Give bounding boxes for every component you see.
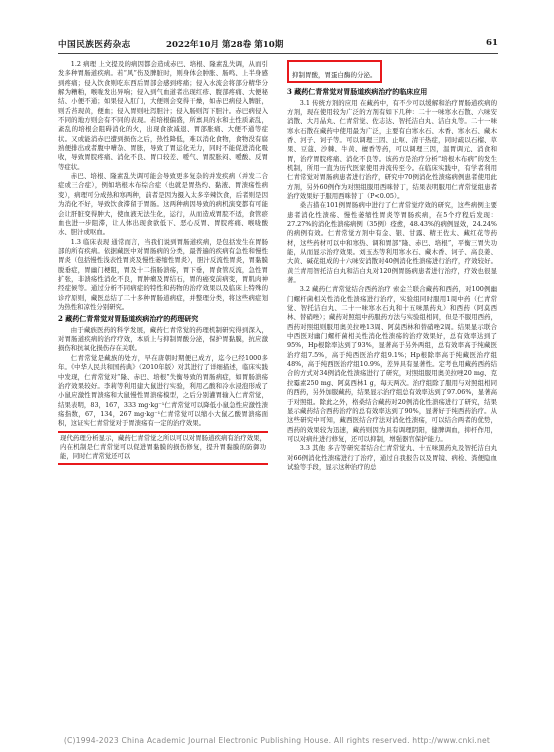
right-column — [287, 60, 497, 730]
page-number: 61 — [486, 38, 498, 48]
body-paragraph: 1.2 病理 上文提及的病因都会造成赤巴、培根、隆素乱失调，从而引发多种胃肠道疾病。若“风”伤及脾脏时，则身体会肿胀、肠鸣、上半身感到疼痛；侵入饮食则吃东西后胃部会感到疼痛；侵入水流会将部分精华分解为糟粕，喉咙发出异响；侵入到气血道者出现红疹、腹部疼痛、大便秘结、小便不通；如果侵入肛门，大便则会变得干燥，如赤巴病侵入脾脏，则舌苔现黄，便血；侵入胃则吐泻胆汁；侵入肠则泻下胆汁。赤巴病侵入不同的地方则会有不同的表现。若培根偏盛，所禀具的水和土性质紊乱，紊乱的培根会阻碍消化的火，出现食欲减退、胃部胀痛、大便不通等症状。又或能消赤巴遭到损伤之后，热性降低，难以消化食物，食物没有腐熟便排出或者腹中嘈杂、胃胀，导致了胃运化无力，同时不能促进消化吸收，导致胃脘疼痛、消化不良、胃口较差、嗳气、胃脘胀闷、嗳酸、反胃等症状。 — [58, 60, 268, 171]
body-paragraph: 3.2 藏药仁青常觉结合西药治疗 索金兰联合藏药和西药，对100例幽门螺杆菌相关性消化性溃疡进行治疗，实验组同时服用1周中药（仁青常觉、智托洁白丸、二十一味寒水石丸和十五味黑药丸）和西药（阿莫西林、替硝唑）；藏药对照组中药服药方法与实验组相同，但是不服用西药，西药对照组则服用奥美拉唑13周、阿莫西林和替硝唑2周。结果显示联合中西医对幽门螺杆菌相关性消化性溃疡的治疗效果好，总有效率达到了95%，Hp根除率达到了93%，显著高于另外两组，总有效率高于纯藏医治疗组7.5%，高于纯西医治疗组9.1%；Hp根除率高于纯藏医治疗组48%，高于纯西医治疗组10.9%，差异具有显著性。定考也用藏药西药结合的方式对34例消化性溃疡进行了研究，对照组服用奥美拉唑20 mg、克拉霉素250 mg、阿莫西林1 g，每天两次。治疗组除了服用与对照组相同的西药，另外加服藏药，结果显示治疗组总有效率达到了97.06%，显著高于对照组。除此之外，格桑结合藏药对20例消化性溃疡进行了研究，结果显示藏药结合西药治疗的总有效率达到了90%，显著好于纯西药治疗。从这些研究中可知，藏西医结合疗法对消化性溃疡，可以结合两者的优势，西药的效果较为迅速，藏药则因为具有调理阴阳，健脾调血，抑杆作用，可以对病灶进行修复，还可以抑制，增强器官保护能力。 — [287, 285, 497, 443]
highlighted-passage — [58, 431, 268, 465]
highlighted-text: 抑制胃酸，胃蛋白酶的分泌。 — [292, 71, 377, 79]
journal-name: 中国民族医药杂志 — [58, 40, 131, 50]
left-column — [58, 60, 268, 730]
running-header — [58, 38, 498, 52]
body-paragraph: 由于藏族医药的科学发展，藏药仁青常觉的药理机制研究得到深入，对胃肠道疾病的治疗疗效，本质上与抑制胃酸分泌，保护胃黏膜，抗应激损伤和抗氧化损伤存在关联。 — [58, 325, 268, 353]
body-paragraph: 桑吉措在101例胃肠病中进行了仁青常觉疗效的研究，这些病例主要患者消化性溃疡、慢性萎缩性胃炎等胃肠疾病，在5个疗程后发现：27.27%的消化性溃疡病例（35例）痊愈，48.43%的病例显效，24.24%的病例有效。仁青常觉方剂中有金、银、甘露、精王佐太、藏红花等药材，这些药材可以中和寒热、调和胃部“隆、赤巴、培根”，平衡三胃失功能，从而显示治疗效果。刘玉杰等利用寒水石、藏木香、诃子、高良姜、大黄、碱花组成的十六味安消散对40例消化性溃疡进行治疗，疗效较好。黄兰青用智托洁白丸和洁白丸对120例胃肠病患者进行治疗，疗效也很显著。 — [287, 201, 497, 285]
body-paragraph: 赤巴、培根、隆素乱失调可能会导致更多复杂的并发疾病（并发二合症或三合症），例如培根木布综合症（也就是胃热灼、黏液、胃溃疡性病变），病理可分成热和寒两种，前者是因为摄入太多辛辣饮食，后者则是因为消化不好，导致饮食滞留于胃肠。这两种病因导致的病机演变都有可能会让肝脏变得肿大，使血液无法生化，运行，从而造成胃脘不适，食管瘀血也进一步阻滞，让人体出现食欲低下、恶心反胃、胃脘疼痛、喉咙酸水、胆汁或呕血。 — [58, 172, 268, 237]
highlighted-text: 现代药理分析显示，藏药仁青常觉之所以可以对胃肠道疾病有治疗效果，内在机制是仁青常觉可以促进胃黏膜的损伤修复，提升胃黏膜的防御功能，同时仁青常觉还可以 — [60, 433, 266, 461]
body-paragraph: 1.3 临床表现 通常而言，当我们说到胃肠道疾病，是包括发生在胃肠部的所有疾病。依据藏医中对胃肠病的分类，最普遍的疾病有急性和慢性胃炎（包括慢性浅表性胃炎及慢性萎缩性胃炎），胆汁反流性胃炎，胃黏膜脱垂症，胃幽门梗阻，胃及十二指肠溃疡，胃下垂，胃食管反流，急性胃扩张，非溃疡性消化不良，胃肿瘤及胃结石，胃的癌变前病变，胃肌肉神经症候等。通过分析不同病症的特性和药物的治疗效果以及临床上特殊的诊疗原则，藏医总结了二十多种胃肠道病症，并整理分类，将这些病症划为热性和凉性分别研究。 — [58, 237, 268, 311]
highlighted-passage-continued — [287, 60, 382, 83]
body-paragraph: 3.1 传统方剂的应用 在藏药中，有不少可以缓解和治疗胃肠道疾病的方剂，现在使用较为广泛的方剂有如下几种：二十一味寒水石散、六味安消散、大月晶丸、仁青常觉、佐志达、智托洁白丸、洁白丸等。二十一味寒水石散在藏药中使用最为广泛，主要有白寒水石、木香、寒水石、藏木香、河子、诃子等。可以调理三因、止呕、清干热症，同时疏以石榴、草果、豆蔻、沙棘、牛黄、檀香等药，可以调理三因，温胃调元、消食和胃，治疗胃脘疼痛、消化不良等。该药方是治疗分析“培根木布病”的发生机制，所用一直为历代医家使用并流传至今。在临床实践中，有学者利用仁青常觉对胃肠病患者进行治疗，研究中70例消化性溃疡病例患者使用此方剂，另外60例作为对照组服用西咪替丁，结果表明服用仁青常觉组患者治疗效果好于服用西咪替丁（P<0.05）。 — [287, 98, 497, 200]
body-paragraph: 仁青常觉是藏族的处方，早在唐朝时期便已成方，迄今已经1000多年。《中华人民共和国药典》（2010年版）对其进行了详细描述，临床实践中发现，仁青常觉对“隆、赤巴、培根”失衡导致的胃肠病症，如胃肠溃疡治疗效果较好。李莉等利用建大鼠进行实验，利用乙酸和冷水浸泡形成了小鼠应激性胃溃疡和大鼠慢性胃溃疡模型，之后分别灌胃输入仁青常觉，结果表明，83，167，333 mg·kg⁻¹仁青常觉可以降低小鼠急性应激性溃疡指数，67，134，267 mg·kg⁻¹仁青常觉可以缩小大鼠乙酸胃溃疡面积，这证实仁青常觉对于胃溃疡有一定的治疗效果。 — [58, 353, 268, 428]
section-heading: 3 藏药仁青常觉对胃肠道疾病治疗的临床应用 — [287, 87, 428, 96]
copyright-footer: (C)1994-2023 China Academic Journal Electronic Publishing House. All rights reserved. http://www.cnki.net — [63, 736, 491, 745]
issue-info: 2022年10月 第28卷 第10期 — [166, 40, 284, 50]
section-heading: 2 藏药仁青常觉对胃肠道疾病治疗的药理研究 — [58, 314, 199, 324]
body-paragraph: 3.3 其他 多吉等研究者结合仁青常觉丸、十五味黑药丸及智托洁白丸对66例消化性溃疡进行了治疗，通过自我报告以及胃镜、病检、粪便隐血试验等手段，显示这种治疗的总 — [287, 444, 497, 471]
header-rule — [58, 53, 498, 54]
